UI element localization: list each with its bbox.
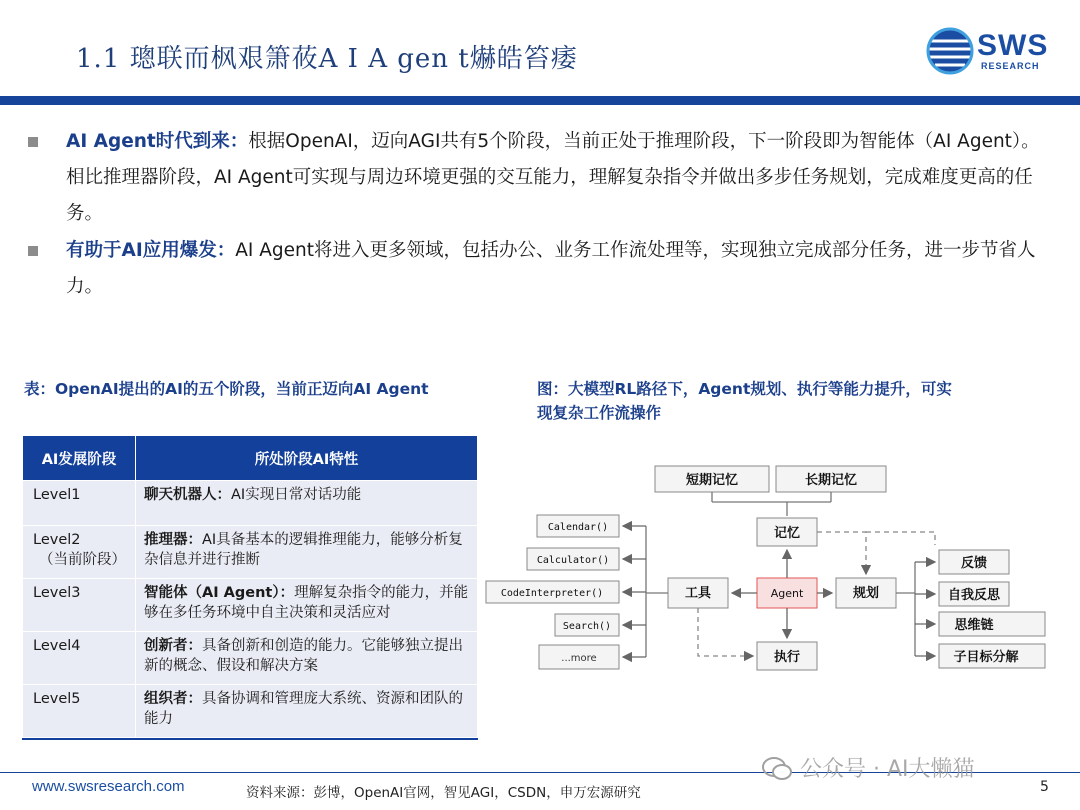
chain-of-thought-label: 思维链 <box>954 618 994 633</box>
bullet-item <box>28 233 1058 305</box>
level-label: Level4 <box>33 638 81 654</box>
level-name: 推理器： <box>144 532 202 548</box>
search-label: Search() <box>562 621 612 632</box>
planning-label: 规划 <box>852 586 880 601</box>
table-header: AI发展阶段 <box>23 436 136 481</box>
level-sub: （当前阶段） <box>39 552 126 568</box>
sws-logo <box>925 25 1065 85</box>
more-label: ...more <box>561 653 597 664</box>
table-row <box>23 526 478 579</box>
diagram-caption-line: 现复杂工作流操作 <box>537 404 662 422</box>
wechat-icon <box>762 757 792 781</box>
bullet-text: 根据OpenAI，迈向AGI共有5个阶段，当前正处于推理阶段，下一阶段即为智能体（AI Agent）。相比推理器阶段，AI Agent可实现与周边环境更强的交互能力，理解复杂指令并做出多步任务规划，完成难度更高的任务。 <box>66 131 1040 224</box>
level-cell <box>23 579 136 632</box>
tools-label: 工具 <box>684 586 712 601</box>
watermark: 公众号 · AI大懒猫 <box>800 757 975 782</box>
long-memory-label: 长期记忆 <box>804 473 858 488</box>
short-memory-label: 短期记忆 <box>685 473 739 488</box>
level-name: 创新者： <box>144 638 202 654</box>
title-divider <box>0 96 1080 105</box>
bullet-item <box>28 124 1058 232</box>
diagram-caption <box>537 377 952 425</box>
bullet-lead: AI Agent时代到来： <box>66 131 249 152</box>
level-cell <box>23 526 136 579</box>
table-row <box>23 632 478 685</box>
bullet-square-icon <box>28 246 38 256</box>
logo-text: SWS <box>977 29 1049 62</box>
code-interpreter-label: CodeInterpreter() <box>500 588 604 599</box>
level-cell <box>23 685 136 738</box>
table-header: 所处阶段AI特性 <box>136 436 478 481</box>
levels-table <box>22 435 478 738</box>
diagram-caption-line: 图：大模型RL路径下，Agent规划、执行等能力提升，可实 <box>537 380 952 398</box>
desc-cell <box>136 526 478 579</box>
footer-url-link[interactable]: www.swsresearch.com <box>32 778 185 795</box>
footer-source: 资料来源：彭博，OpenAI官网，智见AGI，CSDN，申万宏源研究 <box>246 785 641 801</box>
level-name: 智能体（AI Agent）： <box>144 585 295 601</box>
memory-label: 记忆 <box>773 526 801 541</box>
level-name: 聊天机器人： <box>144 487 231 503</box>
feedback-label: 反馈 <box>960 556 988 571</box>
level-cell <box>23 481 136 526</box>
level-label: Level2 <box>33 532 81 548</box>
desc-cell <box>136 685 478 738</box>
calculator-label: Calculator() <box>536 555 610 566</box>
desc-cell <box>136 579 478 632</box>
level-desc: AI具备基本的逻辑推理能力，能够分析复杂信息并进行推断 <box>144 532 463 568</box>
subgoal-label: 子目标分解 <box>953 650 1019 665</box>
bullet-square-icon <box>28 137 38 147</box>
agent-diagram <box>480 455 1060 685</box>
page-number: 5 <box>1040 779 1049 795</box>
action-label: 执行 <box>773 650 801 665</box>
bullet-list <box>28 124 1058 306</box>
level-label: Level1 <box>33 487 81 503</box>
bullet-text: AI Agent将进入更多领域，包括办公、业务工作流处理等，实现独立完成部分任务，进一步节省人力。 <box>66 240 1036 297</box>
level-name: 组织者： <box>144 691 202 707</box>
table-row <box>23 481 478 526</box>
agent-label: Agent <box>770 587 804 600</box>
level-desc: 理解复杂指令的能力，并能够在多任务环境中自主决策和灵活应对 <box>144 585 469 621</box>
level-cell <box>23 632 136 685</box>
sws-globe-icon <box>925 25 975 75</box>
level-label: Level3 <box>33 585 81 601</box>
reflection-label: 自我反思 <box>947 588 1001 603</box>
calendar-label: Calendar() <box>547 522 609 533</box>
level-label: Level5 <box>33 691 81 707</box>
table-row <box>23 579 478 632</box>
logo-subtext: RESEARCH <box>981 61 1040 71</box>
page-title: 1.1 璁联而枫艰箫莜A I A gen t爀皓笞痿 <box>76 44 578 74</box>
level-desc: AI实现日常对话功能 <box>231 487 362 503</box>
desc-cell <box>136 481 478 526</box>
table-row <box>23 685 478 738</box>
level-desc: 具备协调和管理庞大系统、资源和团队的能力 <box>144 691 463 727</box>
table-bottom-rule <box>22 738 478 740</box>
desc-cell <box>136 632 478 685</box>
bullet-lead: 有助于AI应用爆发： <box>66 240 236 261</box>
level-desc: 具备创新和创造的能力。它能够独立提出新的概念、假设和解决方案 <box>144 638 463 674</box>
table-caption: 表：OpenAI提出的AI的五个阶段，当前正迈向AI Agent <box>24 380 429 398</box>
